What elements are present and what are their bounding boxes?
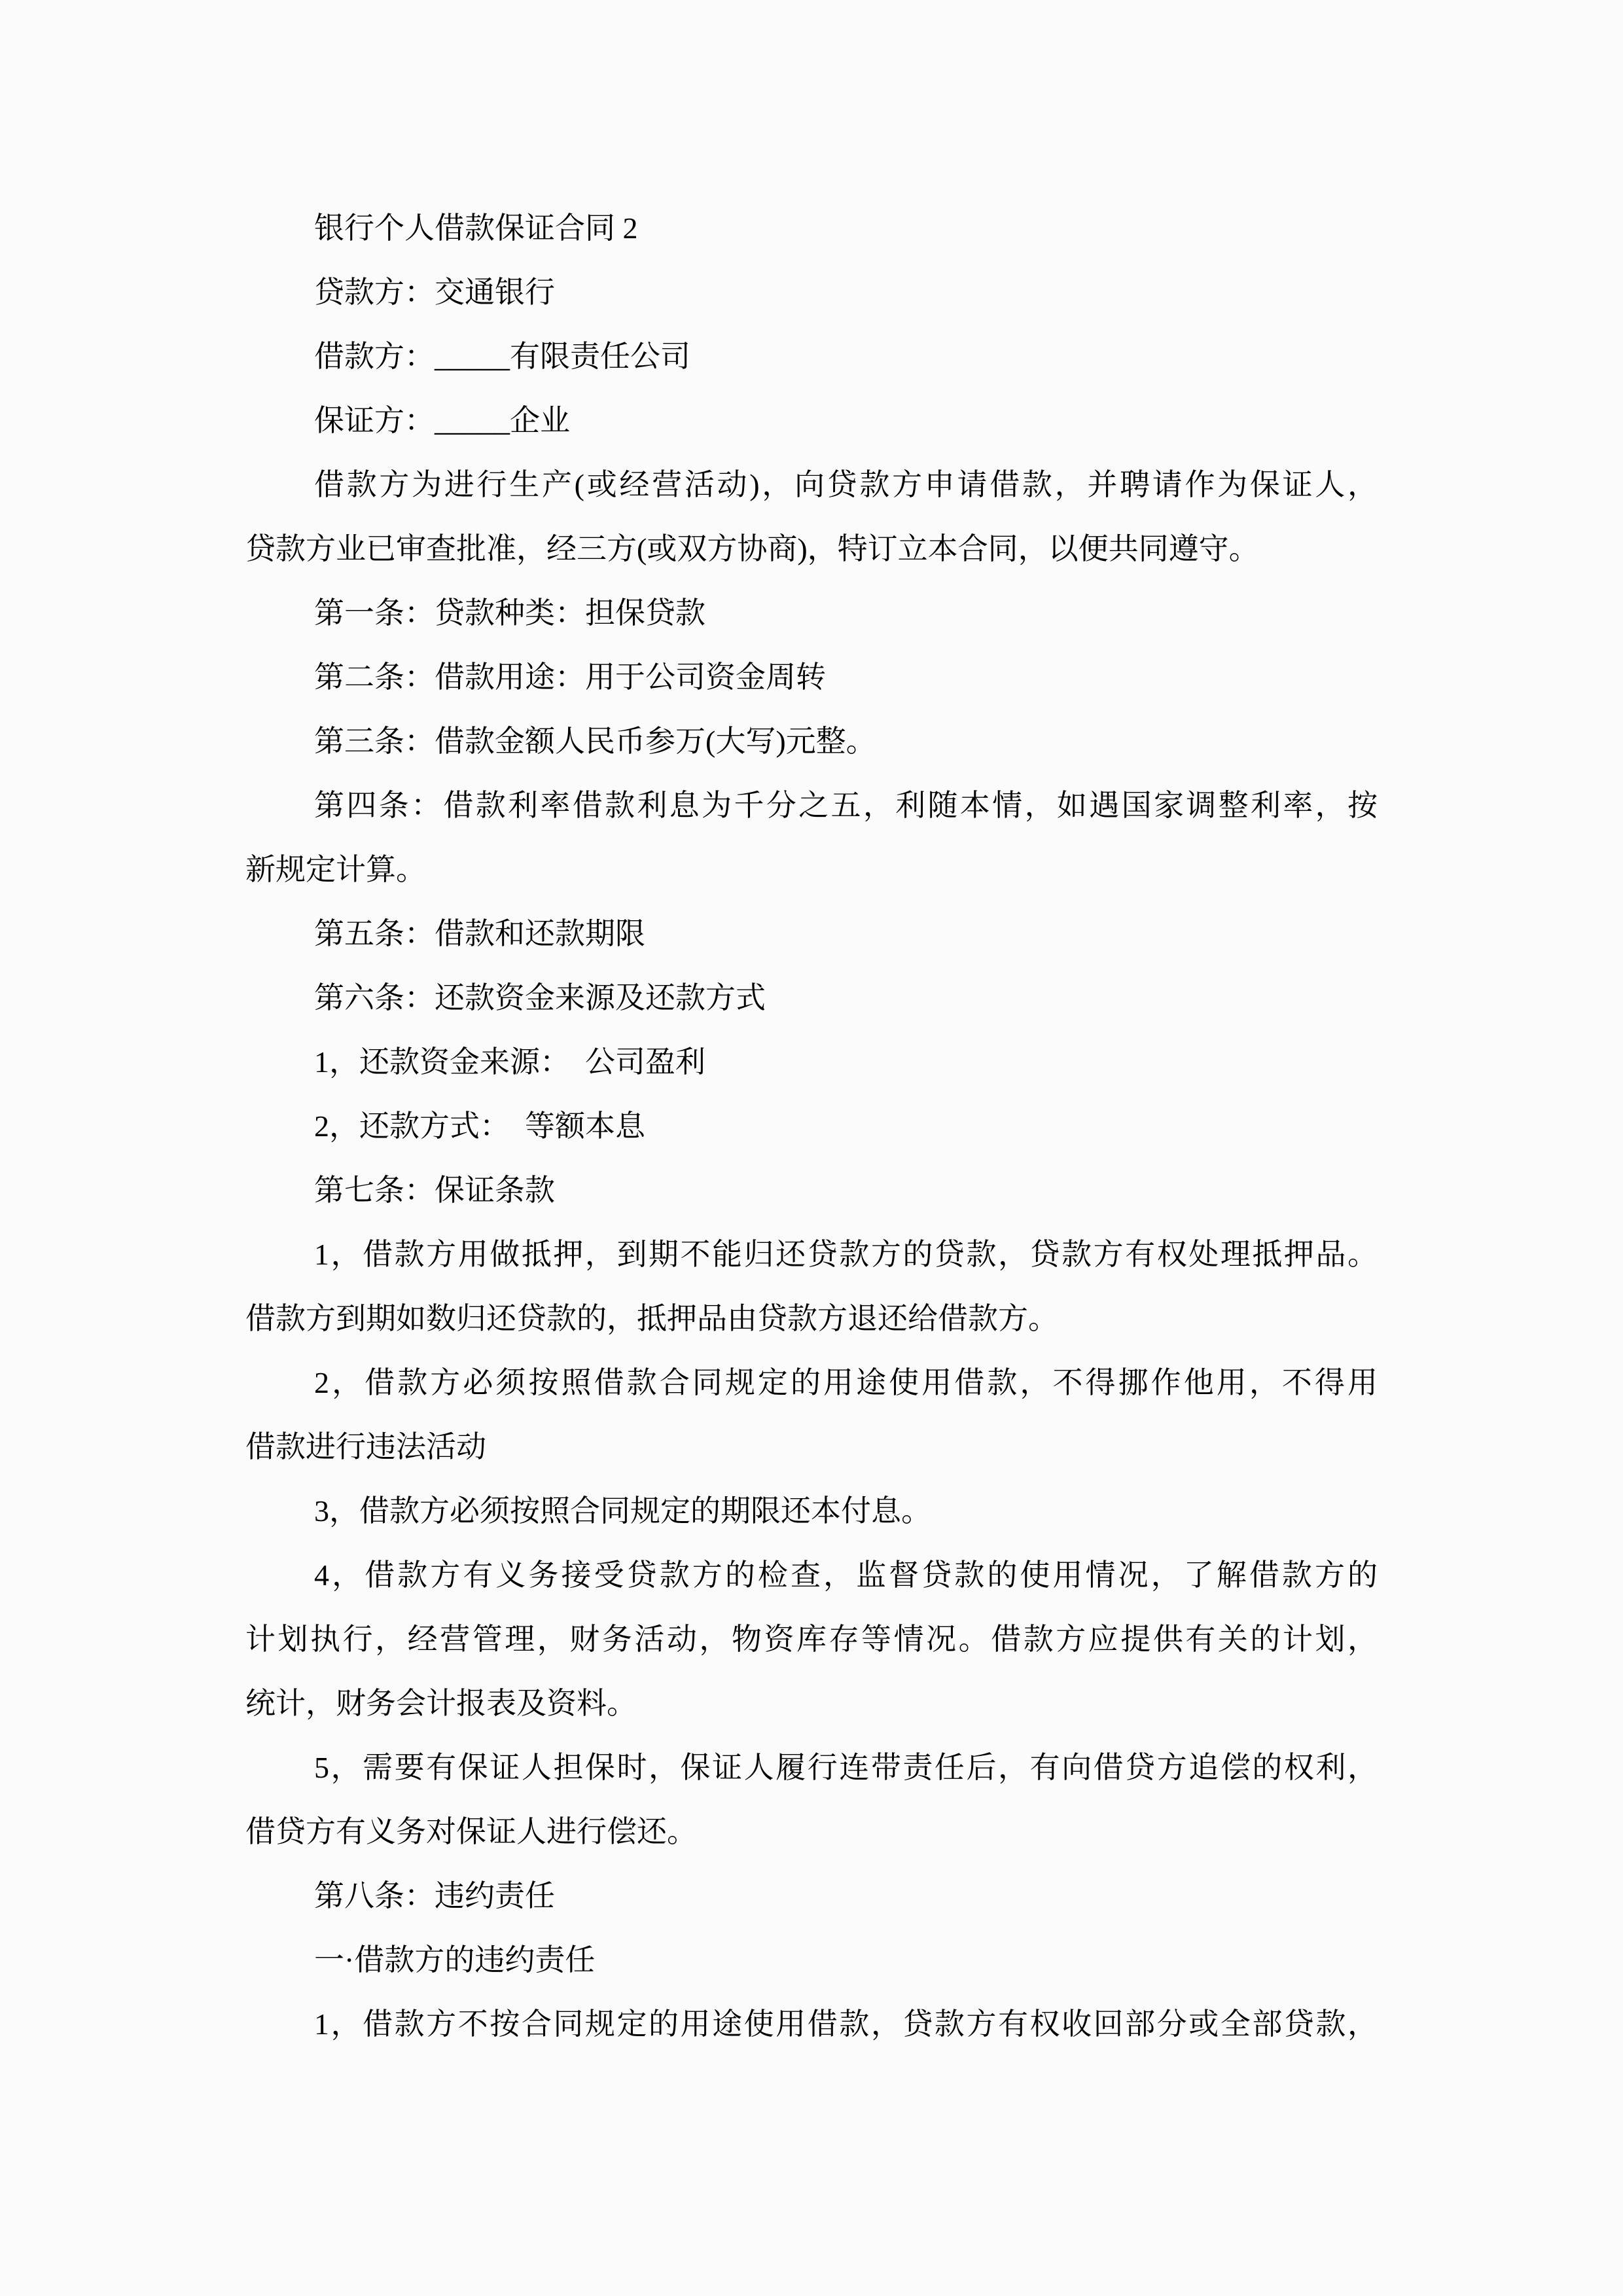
document-title: 银行个人借款保证合同 2 [314, 211, 638, 245]
contract-line: 第三条：借款金额人民币参万(大写)元整。 [314, 725, 876, 758]
contract-line: 计划执行，经营管理，财务活动，物资库存等情况。借款方应提供有关的计划， [245, 1623, 1378, 1656]
contract-line: 4，借款方有义务接受贷款方的检查，监督贷款的使用情况，了解借款方的 [314, 1558, 1378, 1592]
contract-line: 借款方到期如数归还贷款的，抵押品由贷款方退还给借款方。 [245, 1302, 1058, 1335]
contract-line: 3，借款方必须按照合同规定的期限还本付息。 [314, 1494, 931, 1528]
contract-line: 1，借款方用做抵押，到期不能归还贷款方的贷款，贷款方有权处理抵押品。 [314, 1238, 1378, 1271]
contract-line: 一·借款方的违约责任 [314, 1943, 596, 1977]
contract-line: 第一条：贷款种类：担保贷款 [314, 596, 705, 630]
contract-line: 第七条：保证条款 [314, 1174, 555, 1207]
contract-line: 新规定计算。 [245, 853, 426, 886]
contract-line: 借款方：_____有限责任公司 [314, 340, 690, 373]
contract-body [245, 196, 1378, 2056]
contract-line: 第八条：违约责任 [314, 1879, 555, 1912]
contract-line: 第四条：借款利率借款利息为千分之五，利随本情，如遇国家调整利率，按 [314, 789, 1378, 822]
contract-line: 保证方：_____企业 [314, 404, 570, 437]
contract-line: 1，还款资金来源： 公司盈利 [314, 1045, 705, 1079]
contract-line: 贷款方：交通银行 [314, 276, 555, 309]
contract-line: 借款方为进行生产(或经营活动)，向贷款方申请借款，并聘请作为保证人， [314, 468, 1378, 501]
contract-line: 第二条：借款用途：用于公司资金周转 [314, 660, 826, 694]
contract-line: 贷款方业已审查批准，经三方(或双方协商)，特订立本合同，以便共同遵守。 [245, 532, 1259, 565]
contract-line: 5，需要有保证人担保时，保证人履行连带责任后，有向借贷方追偿的权利， [314, 1751, 1378, 1784]
contract-line: 第六条：还款资金来源及还款方式 [314, 981, 766, 1014]
contract-line: 2，借款方必须按照借款合同规定的用途使用借款，不得挪作他用，不得用 [314, 1366, 1378, 1399]
contract-line: 统计，财务会计报表及资料。 [245, 1687, 637, 1720]
contract-line: 借款进行违法活动 [245, 1430, 486, 1463]
contract-line: 2，还款方式： 等额本息 [314, 1109, 645, 1143]
contract-line: 1，借款方不按合同规定的用途使用借款，贷款方有权收回部分或全部贷款， [314, 2007, 1378, 2041]
contract-line: 借贷方有义务对保证人进行偿还。 [245, 1815, 697, 1848]
contract-line: 第五条：借款和还款期限 [314, 917, 645, 950]
